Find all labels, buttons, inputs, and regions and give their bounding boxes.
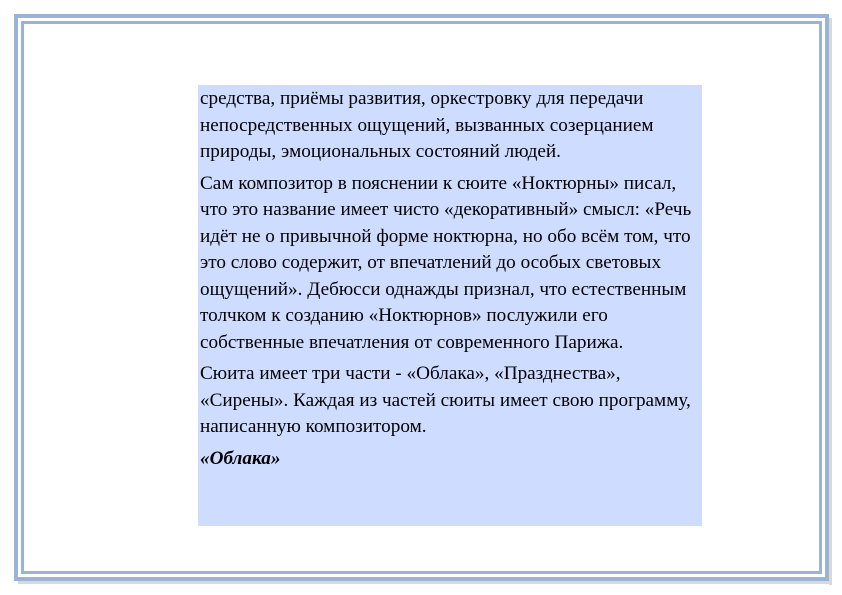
paragraph-2: Сам композитор в пояснении к сюите «Ноктюрны» писал, что это название имеет чисто «декоративный» смысл: «Речь идёт не о привычной форме ноктюрна, но обо всём том, что это слово содержит, от впечатлений до особых световых ощущений». Дебюсси однажды признал, что естественным толчком к созданию «Ноктюрнов» послужили его собственные впечатления от современного Парижа.: [200, 172, 692, 353]
section-heading: «Облака»: [200, 447, 281, 469]
frame-shadow-right: [829, 18, 832, 585]
paragraph-1: средства, приёмы развития, оркестровку для передачи непосредственных ощущений, вызванных созерцанием природы, эмоциональных состояний людей.: [200, 88, 654, 162]
paragraph-3: Сюита имеет три части - «Облака», «Празднества», «Сирены». Каждая из частей сюиты имеет свою программу, написанную композитором.: [200, 363, 691, 437]
frame-shadow-bottom: [18, 581, 832, 584]
text-box: [198, 85, 702, 526]
